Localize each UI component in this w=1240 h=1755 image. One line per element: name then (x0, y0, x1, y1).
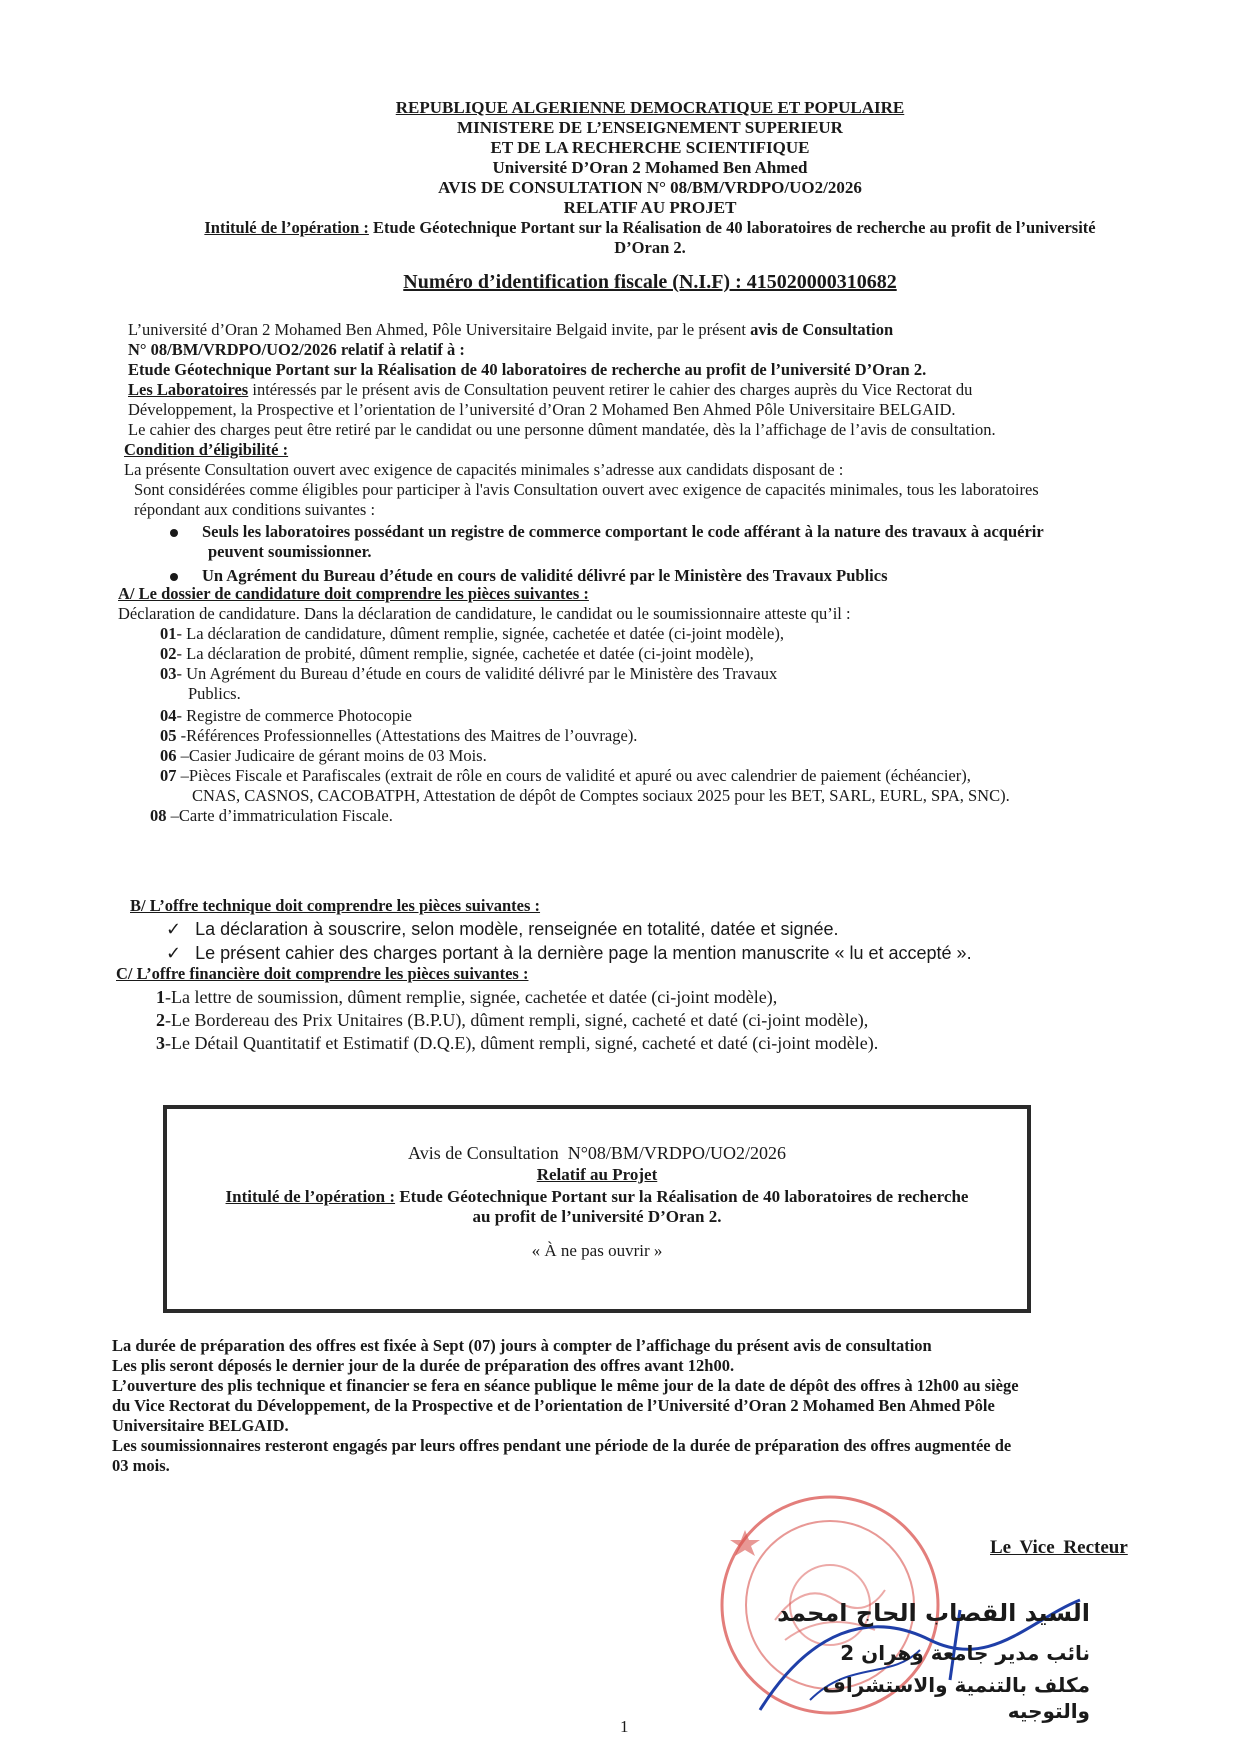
list-item: 05 -Références Professionnelles (Attestations des Maitres de l’ouvrage). (160, 726, 638, 745)
list-item: 02- La déclaration de probité, dûment remplie, signée, cachetée et datée (ci-joint modèle), (160, 644, 754, 663)
intro-line-3: Etude Géotechnique Portant sur la Réalisation de 40 laboratoires de recherche au profit de l’université D’Oran 2. (128, 360, 927, 379)
nif-number: Numéro d’identification fiscale (N.I.F) : 415020000310682 (403, 271, 897, 293)
signatory-name-arabic: السيد القصاب الحاج امحمد (777, 1599, 1090, 1627)
section-c (116, 964, 1176, 984)
list-item: 08 –Carte d’immatriculation Fiscale. (150, 806, 393, 825)
section-b-check-1: ✓ La déclaration à souscrire, selon modèle, renseignée en totalité, datée et signée. (166, 919, 839, 940)
section-c-list (156, 986, 1176, 1055)
list-item: 01- La déclaration de candidature, dûment remplie, signée, cachetée et datée (ci-joint modèle), (160, 624, 784, 643)
closing-line-7: 03 mois. (112, 1456, 170, 1475)
header-avis: AVIS DE CONSULTATION N° 08/BM/VRDPO/UO2/2026 (438, 178, 862, 197)
operation-text: Etude Géotechnique Portant sur la Réalisation de 40 laboratoires de recherche au profit de l’université (373, 218, 1096, 237)
operation-label: Intitulé de l’opération : (204, 218, 369, 237)
eligibility-line-2: Sont considérées comme éligibles pour participer à l'avis Consultation ouvert avec exigence de capacités minimales, tous les laboratoires (134, 480, 1039, 499)
box-operation: Intitulé de l’opération : Etude Géotechnique Portant sur la Réalisation de 40 laboratoires de recherche (225, 1187, 969, 1206)
eligibility-bullet-1: Seuls les laboratoires possédant un registre de commerce comportant le code afférant à la nature des travaux à acquérir (202, 522, 1044, 541)
header-republic: REPUBLIQUE ALGERIENNE DEMOCRATIQUE ET POPULAIRE (395, 98, 905, 117)
closing-line-1: La durée de préparation des offres est fixée à Sept (07) jours à compter de l’affichage du présent avis de consultation (112, 1336, 932, 1355)
intro-line-1: L’université d’Oran 2 Mohamed Ben Ahmed, Pôle Universitaire Belgaid invite, par le présent (128, 320, 746, 339)
section-a-intro: Déclaration de candidature. Dans la déclaration de candidature, le candidat ou le soumissionnaire atteste qu’il : (118, 604, 851, 623)
section-b (130, 896, 1180, 966)
header-relatif: RELATIF AU PROJET (563, 198, 737, 217)
header-ministry: MINISTERE DE L’ENSEIGNEMENT SUPERIEUR (457, 118, 843, 137)
closing-paragraph (112, 1336, 1162, 1476)
eligibility-line-1: La présente Consultation ouvert avec exigence de capacités minimales s’adresse aux candidats disposant de : (124, 460, 844, 479)
intro-avis-bold: avis de Consultation (750, 320, 894, 339)
section-b-title: B/ L’offre technique doit comprendre les pièces suivantes : (130, 896, 541, 915)
eligibility-bullet-2: Un Agrément du Bureau d’étude en cours de validité délivré par le Ministère des Travaux Publics (202, 566, 888, 585)
closing-line-2: Les plis seront déposés le dernier jour de la durée de préparation des offres avant 12h00. (112, 1356, 735, 1375)
envelope-label-box (163, 1105, 1031, 1313)
closing-line-6: Les soumissionnaires resteront engagés par leurs offres pendant une période de la durée de préparation des offres augmentée de (112, 1436, 1012, 1455)
intro-laboratoires: Les Laboratoires (128, 380, 249, 399)
box-relatif: Relatif au Projet (536, 1165, 658, 1184)
closing-line-4: du Vice Rectorat du Développement, de la Prospective et de l’orientation de l’Université d’Oran 2 Mohamed Ben Ahmed Pôle (112, 1396, 995, 1415)
list-item: Publics. (188, 684, 241, 703)
checkmark-icon: ✓ (166, 919, 182, 940)
section-c-title: C/ L’offre financière doit comprendre les pièces suivantes : (116, 964, 529, 983)
intro-line-2: N° 08/BM/VRDPO/UO2/2026 relatif à relatif à : (128, 340, 465, 359)
signatory-mission-arabic: مكلف بالتنمية والاستشراف والتوجيه (822, 1673, 1090, 1723)
vice-recteur-title: Le Vice Recteur (990, 1537, 1128, 1558)
bullet-icon (170, 529, 178, 537)
eligibility-bullet-1-cont: peuvent soumissionner. (208, 542, 372, 561)
header-ministry-2: ET DE LA RECHERCHE SCIENTIFIQUE (490, 138, 810, 157)
bullet-icon (170, 573, 178, 581)
list-item: 06 –Casier Judicaire de gérant moins de 03 Mois. (160, 746, 487, 765)
list-item: 04- Registre de commerce Photocopie (160, 706, 413, 725)
operation-title-2: D’Oran 2. (614, 238, 686, 257)
intro-paragraph (128, 320, 1168, 440)
eligibility-bullets (170, 522, 1170, 586)
intro-line-6: Le cahier des charges peut être retiré par le candidat ou une personne dûment mandatée, dès la l’affichage de l’avis de consultation. (128, 420, 996, 439)
intro-line-5: Développement, la Prospective et l’orientation de l’université d’Oran 2 Mohamed Ben Ahmed Pôle Universitaire BELGAID. (128, 400, 956, 419)
eligibility-line-3: répondant aux conditions suivantes : (134, 500, 376, 519)
list-item: 1-La lettre de soumission, dûment remplie, signée, cachetée et datée (ci-joint modèle), (156, 987, 778, 1007)
eligibility-title: Condition d’éligibilité : (124, 440, 289, 459)
list-item: CNAS, CASNOS, CACOBATPH, Attestation de dépôt de Comptes sociaux 2025 pour les BET, SARL, EURL, SPA, SNC). (192, 786, 1010, 805)
section-a-list (150, 624, 1170, 826)
box-avis-line: Avis de Consultation N°08/BM/VRDPO/UO2/2026 (408, 1143, 786, 1163)
checkmark-icon: ✓ (166, 943, 182, 964)
list-item: 07 –Pièces Fiscale et Parafiscales (extrait de rôle en cours de validité et apuré ou avec calendrier de paiement (échéancier), (160, 766, 971, 785)
box-operation-2: au profit de l’université D’Oran 2. (472, 1207, 722, 1226)
signatory-role-arabic: نائب مدير جامعة وهران 2 (840, 1641, 1090, 1665)
eligibility-section (124, 440, 1174, 520)
list-item: 2-Le Bordereau des Prix Unitaires (B.P.U), dûment rempli, signé, cacheté et daté (ci-joint modèle), (156, 1010, 869, 1030)
list-item: 03- Un Agrément du Bureau d’étude en cours de validité délivré par le Ministère des Travaux (160, 664, 778, 683)
section-b-check-2: ✓ Le présent cahier des charges portant à la dernière page la mention manuscrite « lu et accepté ». (166, 943, 972, 964)
header-university: Université D’Oran 2 Mohamed Ben Ahmed (492, 158, 808, 177)
page-number: 1 (620, 1717, 629, 1736)
section-a-title: A/ Le dossier de candidature doit comprendre les pièces suivantes : (118, 584, 589, 603)
section-a (118, 584, 1178, 624)
list-item: 3-Le Détail Quantitatif et Estimatif (D.Q.E), dûment rempli, signé, cacheté et daté (ci-joint modèle). (156, 1033, 879, 1053)
closing-line-3: L’ouverture des plis technique et financier se fera en séance publique le même jour de la date de dépôt des offres à 12h00 au siège (112, 1376, 1019, 1395)
operation-title (140, 218, 1160, 238)
intro-line-4: intéressés par le présent avis de Consultation peuvent retirer le cahier des charges auprès du Vice Rectorat du (248, 380, 973, 399)
box-do-not-open: « À ne pas ouvrir » (531, 1241, 663, 1260)
closing-line-5: Universitaire BELGAID. (112, 1416, 289, 1435)
